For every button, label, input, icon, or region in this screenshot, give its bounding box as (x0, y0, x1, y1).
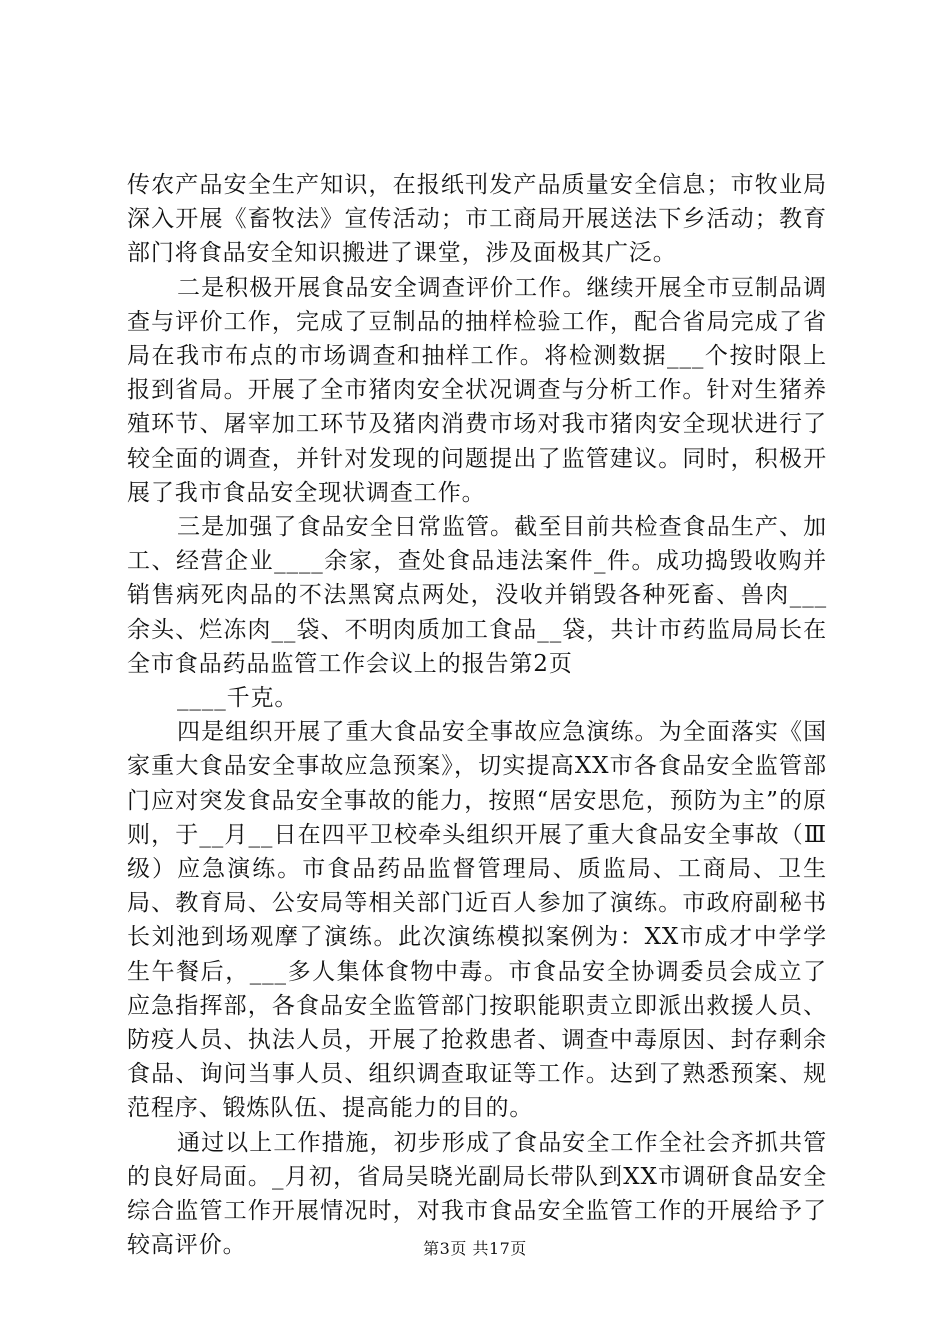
page-footer: 第3页 共17页 (423, 1239, 527, 1258)
paragraph-conclusion: 通过以上工作措施，初步形成了食品安全工作全社会齐抓共管的良好局面。_月初，省局吴晓光副局长带队到XX市调研食品安全综合监管工作开展情况时，对我市食品安全监管工作的开展给予了较高评价。 (127, 1129, 827, 1259)
document-body (127, 168, 827, 1263)
paragraph-daily-supervision: 三是加强了食品安全日常监管。截至目前共检查食品生产、加工、经营企业____余家，查处食品违法案件_件。成功捣毁收购并销售病死肉品的不法黑窝点两处，没收并销毁各种死畜、兽肉___余头、烂冻肉__袋、不明肉质加工食品__袋，共计市药监局局长在全市食品药品监管工作会议上的报告第2页 (127, 514, 827, 677)
paragraph-emergency-drill: 四是组织开展了重大食品安全事故应急演练。为全面落实《国家重大食品安全事故应急预案》，切实提高XX市各食品安全监管部门应对突发食品安全事故的能力，按照“居安思危，预防为主”的原则，于__月__日在四平卫校牵头组织开展了重大食品安全事故（Ⅲ级）应急演练。市食品药品监督管理局、质监局、工商局、卫生局、教育局、公安局等相关部门近百人参加了演练。市政府副秘书长刘池到场观摩了演练。此次演练模拟案例为：XX市成才中学学生午餐后，___多人集体食物中毒。市食品安全协调委员会成立了应急指挥部，各食品安全监管部门按职能职责立即派出救援人员、防疫人员、执法人员，开展了抢救患者、调查中毒原因、封存剩余食品、询问当事人员、组织调查取证等工作。达到了熟悉预案、规范程序、锻炼队伍、提高能力的目的。 (127, 719, 827, 1122)
paragraph-continuation: 传农产品安全生产知识，在报纸刊发产品质量安全信息；市牧业局深入开展《畜牧法》宣传活动；市工商局开展送法下乡活动；教育部门将食品安全知识搬进了课堂，涉及面极其广泛。 (127, 172, 827, 267)
paragraph-investigation: 二是积极开展食品安全调查评价工作。继续开展全市豆制品调查与评价工作，完成了豆制品的抽样检验工作，配合省局完成了省局在我市布点的市场调查和抽样工作。将检测数据___个按时限上报到省局。开展了全市猪肉安全状况调查与分析工作。针对生猪养殖环节、屠宰加工环节及猪肉消费市场对我市猪肉安全现状进行了较全面的调查，并针对发现的问题提出了监管建议。同时，积极开展了我市食品安全现状调查工作。 (127, 274, 827, 506)
paragraph-kilograms: ____千克。 (177, 685, 299, 712)
